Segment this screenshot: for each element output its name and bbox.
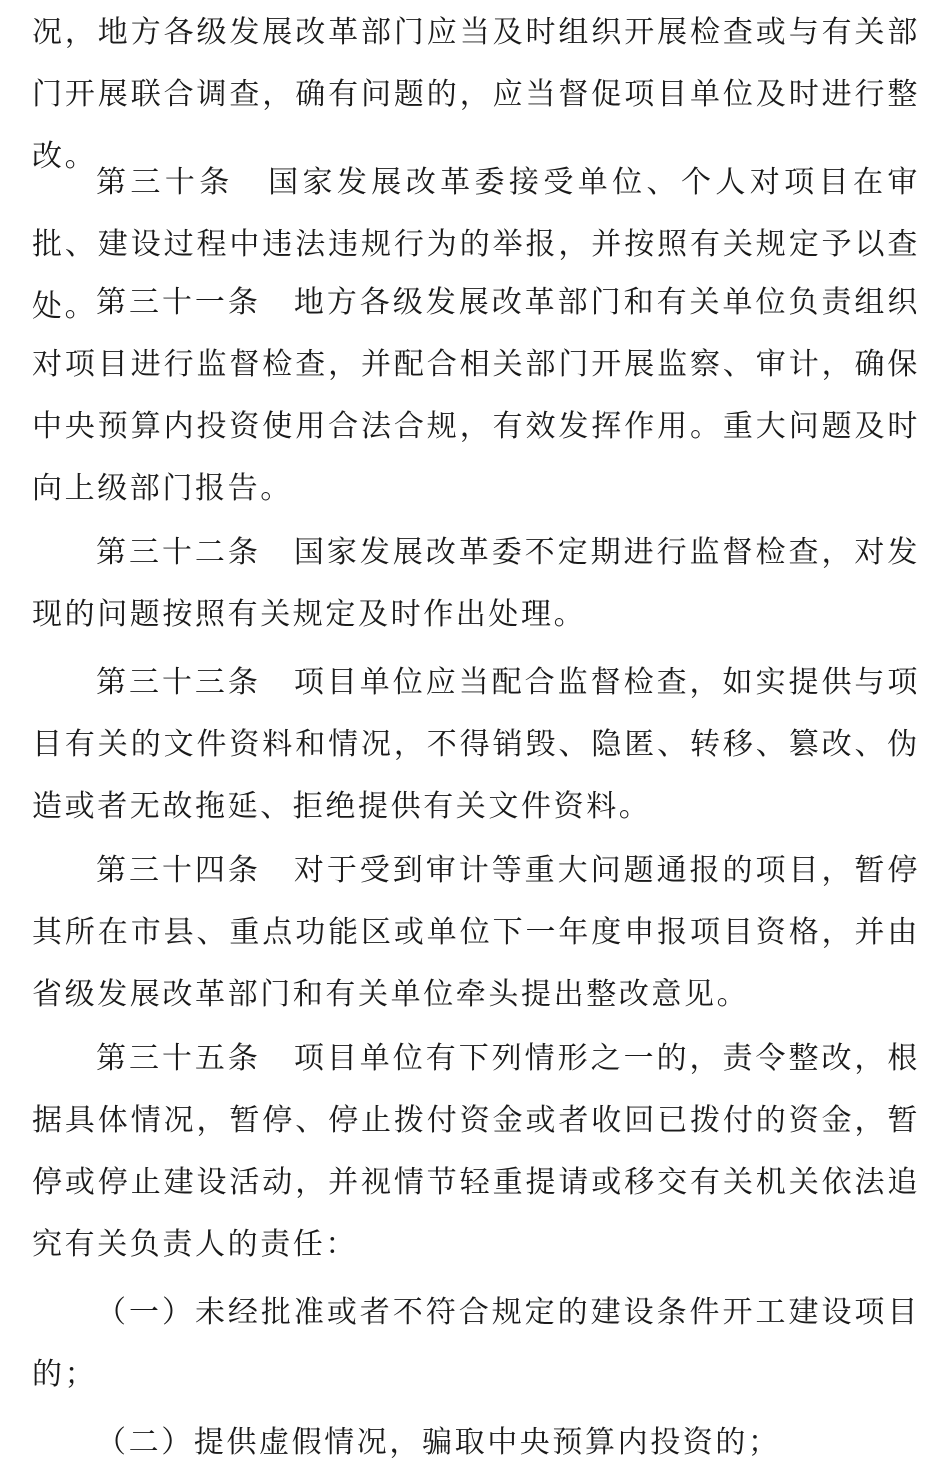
item-number: （一） xyxy=(96,1295,195,1330)
article-number: 第三十四条 xyxy=(96,853,261,888)
article-text: 对于受到审计等重大问题通报的项目，暂停其所在市县、重点功能区或单位下一年度申报项目资格，并由省级发展改革部门和有关单位牵头提出整改意见。 xyxy=(32,853,920,1012)
article-text: 国家发展改革委不定期进行监督检查，对发现的问题按照有关规定及时作出处理。 xyxy=(32,535,920,632)
list-item-1 xyxy=(32,1282,920,1406)
paragraph-text: 况，地方各级发展改革部门应当及时组织开展检查或与有关部门开展联合调查，确有问题的，应当督促项目单位及时进行整改。 xyxy=(32,15,920,174)
item-text: 提供虚假情况，骗取中央预算内投资的； xyxy=(193,1425,781,1460)
article-number: 第三十五条 xyxy=(96,1041,261,1076)
article-33 xyxy=(32,652,920,838)
item-number: （二） xyxy=(96,1425,194,1460)
article-text: 项目单位应当配合监督检查，如实提供与项目有关的文件资料和情况，不得销毁、隐匿、转移、篡改、伪造或者无故拖延、拒绝提供有关文件资料。 xyxy=(32,665,920,824)
article-35 xyxy=(32,1028,920,1276)
article-number: 第三十一条 xyxy=(96,285,261,320)
article-number: 第三十三条 xyxy=(96,665,261,700)
article-31 xyxy=(32,272,920,520)
article-number: 第三十条 xyxy=(96,165,234,200)
article-text: 国家发展改革委接受单位、个人对项目在审批、建设过程中违法违规行为的举报，并按照有关规定予以查处。 xyxy=(32,165,921,324)
article-number: 第三十二条 xyxy=(96,535,261,570)
article-34 xyxy=(32,840,920,1026)
list-item-2 xyxy=(32,1412,781,1474)
article-32 xyxy=(32,522,920,646)
article-text: 地方各级发展改革部门和有关单位负责组织对项目进行监督检查，并配合相关部门开展监察、审计，确保中央预算内投资使用合法合规，有效发挥作用。重大问题及时向上级部门报告。 xyxy=(32,285,920,506)
item-text: 未经批准或者不符合规定的建设条件开工建设项目的； xyxy=(32,1295,920,1392)
article-text: 项目单位有下列情形之一的，责令整改，根据具体情况，暂停、停止拨付资金或者收回已拨付的资金，暂停或停止建设活动，并视情节轻重提请或移交有关机关依法追究有关负责人的责任： xyxy=(32,1041,920,1262)
